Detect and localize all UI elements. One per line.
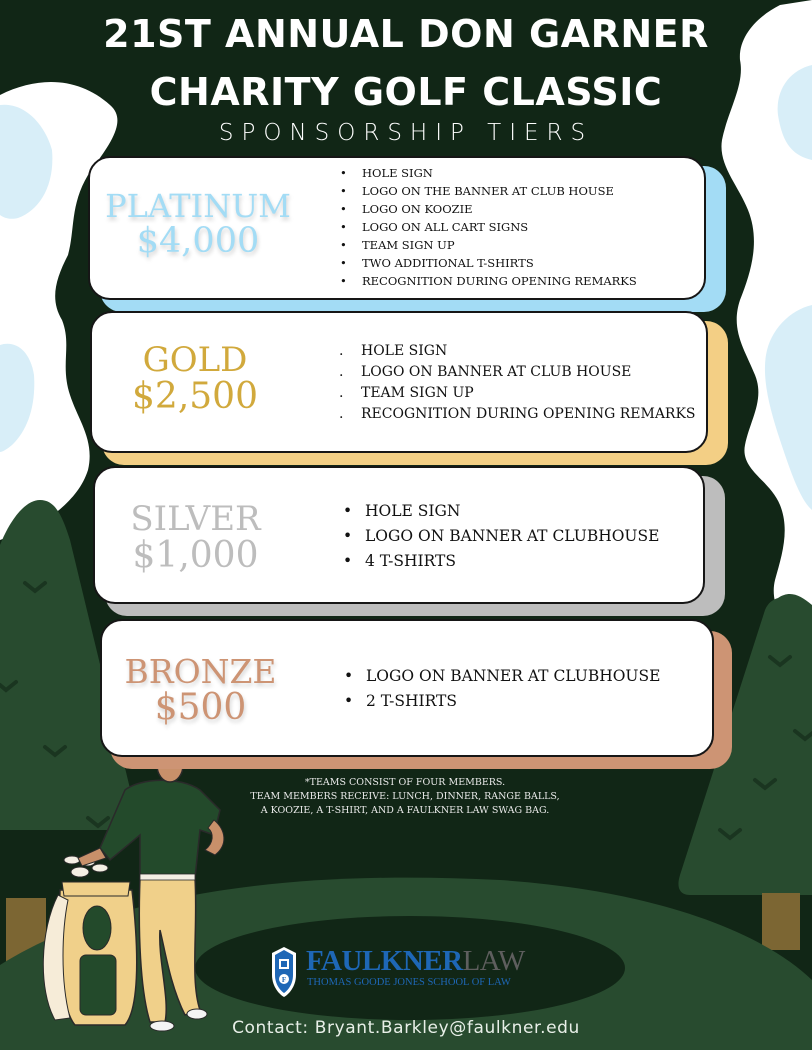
benefit-item: . HOLE SIGN bbox=[339, 343, 448, 359]
tier-benefits-list bbox=[343, 499, 660, 574]
benefit-item: . TEAM SIGN UP bbox=[339, 385, 474, 401]
logo-wordmark bbox=[306, 947, 525, 976]
footnote-line: TEAM MEMBERS RECEIVE: LUNCH, DINNER, RANGE BALLS, bbox=[250, 791, 560, 802]
tier-benefits-list bbox=[339, 341, 696, 425]
benefit-item: • TEAM SIGN UP bbox=[340, 238, 455, 252]
tier-name: GOLD bbox=[142, 340, 248, 380]
faulkner-law-logo bbox=[270, 943, 550, 998]
benefit-item: • LOGO ON BANNER AT CLUBHOUSE bbox=[344, 667, 661, 685]
benefit-item: • 2 T-SHIRTS bbox=[344, 692, 457, 710]
benefit-item: • HOLE SIGN bbox=[343, 502, 461, 520]
tier-title-block bbox=[98, 187, 298, 261]
benefit-item: • LOGO ON THE BANNER AT CLUB HOUSE bbox=[340, 184, 614, 198]
contact-info: Contact: Bryant.Barkley@faulkner.edu bbox=[232, 1018, 580, 1038]
benefit-item: • LOGO ON ALL CART SIGNS bbox=[340, 220, 529, 234]
logo-school-name: THOMAS GOODE JONES SCHOOL OF LAW bbox=[307, 977, 511, 988]
tier-title-block bbox=[100, 340, 290, 417]
tier-name: BRONZE bbox=[124, 652, 277, 691]
tier-price: $1,000 bbox=[132, 535, 259, 576]
tier-name: SILVER bbox=[130, 499, 261, 539]
logo-brand-secondary: LAW bbox=[462, 945, 525, 977]
page-subtitle: SPONSORSHIP TIERS bbox=[218, 120, 594, 146]
benefit-item: • TWO ADDITIONAL T-SHIRTS bbox=[340, 256, 534, 270]
benefit-item: • LOGO ON BANNER AT CLUBHOUSE bbox=[343, 527, 660, 545]
right-tree-trunk bbox=[762, 893, 800, 950]
footnote-line: A KOOZIE, A T-SHIRT, AND A FAULKNER LAW SWAG BAG. bbox=[260, 805, 550, 816]
tier-price: $500 bbox=[154, 687, 247, 728]
benefit-item: . RECOGNITION DURING OPENING REMARKS bbox=[339, 406, 696, 422]
benefit-item: • 4 T-SHIRTS bbox=[343, 552, 456, 570]
tier-title-block bbox=[103, 499, 288, 576]
benefit-item: • RECOGNITION DURING OPENING REMARKS bbox=[340, 274, 637, 288]
benefit-item: • HOLE SIGN bbox=[340, 166, 433, 180]
benefit-item: • LOGO ON KOOZIE bbox=[340, 202, 473, 216]
footnote-line: *TEAMS CONSIST OF FOUR MEMBERS. bbox=[304, 777, 506, 788]
benefit-item: . LOGO ON BANNER AT CLUB HOUSE bbox=[339, 364, 632, 380]
tier-price: $4,000 bbox=[136, 221, 260, 261]
event-title-line-1: 21ST ANNUAL DON GARNER bbox=[103, 12, 709, 56]
tier-title-block bbox=[108, 652, 293, 728]
team-footnote bbox=[200, 776, 610, 818]
tier-benefits-list bbox=[344, 664, 661, 714]
logo-brand-primary: FAULKNER bbox=[306, 945, 463, 977]
tier-benefits-list bbox=[340, 164, 637, 290]
event-title-line-2: CHARITY GOLF CLASSIC bbox=[149, 70, 663, 114]
tier-price: $2,500 bbox=[132, 376, 258, 417]
svg-text:F: F bbox=[281, 976, 287, 984]
tier-name: PLATINUM bbox=[105, 187, 291, 225]
